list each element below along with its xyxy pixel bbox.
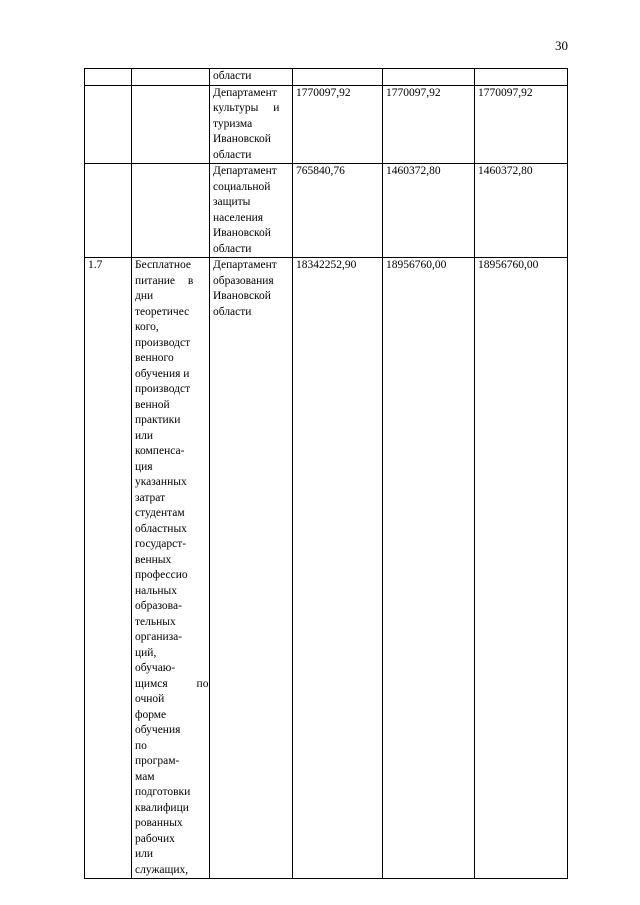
row-number-cell <box>85 85 132 164</box>
value-2017-cell: 18342252,90 <box>293 258 383 879</box>
executor-cell <box>210 69 293 86</box>
event-line: обучения <box>135 724 181 736</box>
event-line: нальных <box>135 584 177 597</box>
event-line: венной <box>135 398 170 411</box>
event-line: затрат <box>135 491 166 504</box>
event-line: програм- <box>135 755 180 767</box>
event-cell <box>132 258 210 879</box>
event-line: обучения и <box>135 367 190 380</box>
executor-line: Департамент <box>213 259 277 271</box>
value-2019-cell: 1460372,80 <box>475 164 568 258</box>
event-line: организа- <box>135 631 183 643</box>
event-line: образова- <box>135 600 182 612</box>
event-line: рабочих <box>135 832 175 845</box>
table-row <box>85 258 568 879</box>
row-number-cell <box>85 164 132 258</box>
executor-line: населения <box>213 211 264 224</box>
executor-line: области <box>213 70 252 82</box>
value-2019-cell: 1770097,92 <box>475 85 568 164</box>
value-2019-cell <box>475 69 568 86</box>
value-2017-cell: 765840,76 <box>293 164 383 258</box>
event-line: ция <box>135 460 153 473</box>
executor-line: области <box>213 242 252 255</box>
event-line: квалифици <box>135 801 189 814</box>
value-2018-cell <box>383 69 475 86</box>
event-line: форме <box>135 708 167 721</box>
executor-line: образования <box>213 274 274 287</box>
event-line: обучаю- <box>135 662 176 674</box>
value-2018-cell: 1460372,80 <box>383 164 475 258</box>
executor-line: Департамент <box>213 165 277 177</box>
event-line: профессио <box>135 569 188 581</box>
event-line: рованных <box>135 817 183 829</box>
page-number: 30 <box>555 38 568 53</box>
event-line: теоретичес <box>135 305 190 318</box>
event-line: щимся по <box>135 677 209 690</box>
value-2017-cell: 1770097,92 <box>293 85 383 164</box>
event-line: областных <box>135 522 187 535</box>
executor-cell <box>210 164 293 258</box>
event-line: или <box>135 429 154 442</box>
executor-cell <box>210 85 293 164</box>
event-cell <box>132 85 210 164</box>
event-cell <box>132 69 210 86</box>
event-line: служащих, <box>135 863 189 876</box>
event-line: ций, <box>135 646 157 659</box>
executor-line: защиты <box>213 196 251 208</box>
event-line: мам <box>135 770 155 783</box>
row-number-cell <box>85 69 132 86</box>
event-line: питание в <box>135 274 194 287</box>
event-line: производст <box>135 383 191 395</box>
event-line: компенса- <box>135 445 185 457</box>
budget-table <box>84 68 568 879</box>
executor-cell <box>210 258 293 879</box>
executor-line: Ивановской <box>213 133 271 145</box>
event-line: указанных <box>135 476 187 488</box>
event-line: тельных <box>135 615 176 628</box>
executor-line: туризма <box>213 117 253 130</box>
event-line: практики <box>135 414 181 426</box>
table-row <box>85 164 568 258</box>
event-line: венного <box>135 352 174 364</box>
executor-line: Ивановской <box>213 227 271 239</box>
event-line: очной <box>135 693 165 705</box>
executor-line: культуры и <box>213 102 280 114</box>
executor-line: Департамент <box>213 86 277 99</box>
value-2018-cell: 1770097,92 <box>383 85 475 164</box>
event-line: венных <box>135 553 172 566</box>
table-row <box>85 85 568 164</box>
event-line: студентам <box>135 507 185 519</box>
table-row <box>85 69 568 86</box>
executor-line: Ивановской <box>213 290 271 302</box>
value-2017-cell <box>293 69 383 86</box>
event-line: государст- <box>135 538 187 550</box>
event-line: производст <box>135 336 191 349</box>
event-line: по <box>135 739 147 752</box>
value-2019-cell: 18956760,00 <box>475 258 568 879</box>
event-line: кого, <box>135 321 159 333</box>
executor-line: социальной <box>213 180 271 193</box>
event-line: подготовки <box>135 786 191 798</box>
event-line: или <box>135 848 154 860</box>
executor-line: области <box>213 148 252 161</box>
event-cell <box>132 164 210 258</box>
executor-line: области <box>213 305 252 318</box>
event-line: Бесплатное <box>135 259 191 271</box>
event-line: дни <box>135 290 154 302</box>
value-2018-cell: 18956760,00 <box>383 258 475 879</box>
row-number-cell: 1.7 <box>85 258 132 879</box>
